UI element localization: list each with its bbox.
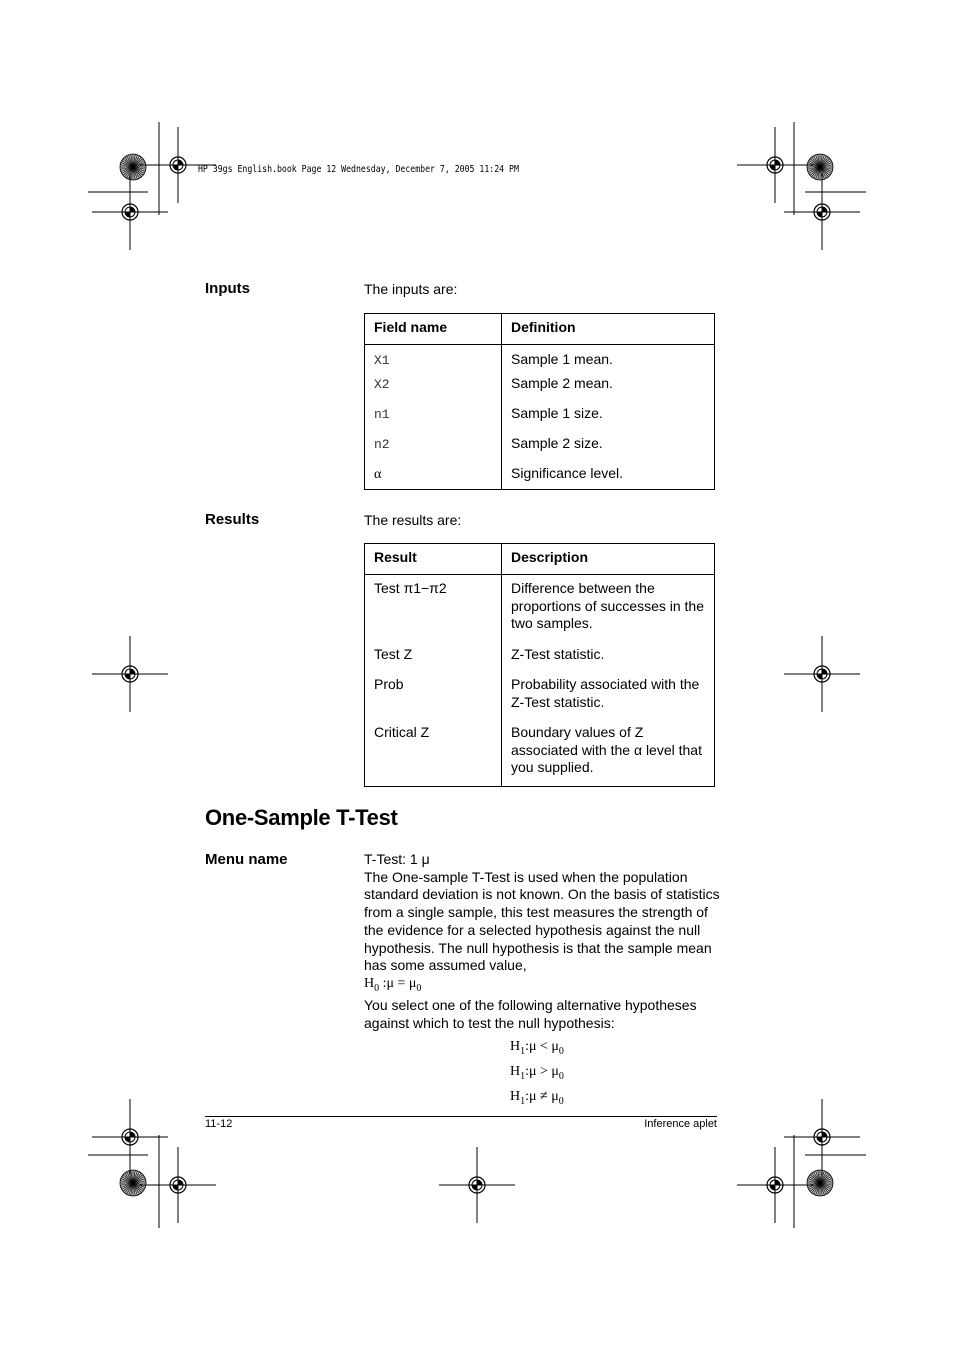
crosshair-mark: [140, 1147, 216, 1223]
table-row: [365, 676, 715, 724]
table-row: [365, 375, 715, 405]
crosshair-mark: [92, 636, 168, 712]
result-name: Critical Z: [365, 724, 502, 787]
field-name: n2: [374, 437, 390, 452]
result-description: Probability associated with the Z-Test statistic.: [511, 676, 700, 710]
field-definition: Sample 2 mean.: [511, 375, 613, 391]
section-paragraph-2: You select one of the following alternative hypotheses against which to test the null hypothesis:: [364, 997, 697, 1032]
table-row: [365, 435, 715, 465]
chapter-title: Inference aplet: [644, 1118, 717, 1130]
section-paragraph: The One-sample T-Test is used when the population standard deviation is not known. On the basis of statistics from a single sample, this test measures the strength of the evidence for a selected hypothesis against the null hypothesis. The null hypothesis is that the sample mean has some assumed value,: [364, 868, 720, 974]
starburst-mark: [807, 1170, 833, 1196]
inputs-intro: The inputs are:: [364, 281, 458, 297]
inputs-table: [364, 313, 715, 490]
crosshair-mark: [784, 636, 860, 712]
inputs-label: Inputs: [205, 280, 250, 297]
menu-name-value: T-Test: 1 μ: [364, 851, 430, 867]
inputs-col-field: Field name: [365, 314, 502, 345]
alt-hypothesis-not-equal: $H_1:\mu \ne \mu_0$: [510, 1089, 564, 1107]
table-row: [365, 345, 715, 376]
section-title: One-Sample T-Test: [205, 805, 398, 830]
table-row: [365, 405, 715, 435]
results-col-result: Result: [365, 544, 502, 575]
crosshair-mark: [784, 174, 860, 250]
menu-name-label: Menu name: [205, 851, 288, 868]
starburst-mark: [120, 1170, 146, 1196]
starburst-mark: [807, 154, 833, 180]
field-name: X1: [374, 353, 390, 368]
section-body: [364, 851, 724, 1033]
table-row: [365, 575, 715, 647]
results-col-description: Description: [502, 544, 715, 575]
result-name: Test π1−π2: [365, 575, 502, 647]
book-slug-header: HP 39gs English.book Page 12 Wednesday, December 7, 2005 11:24 PM: [198, 164, 519, 175]
page-number: 11-12: [205, 1118, 233, 1130]
table-row: [365, 646, 715, 676]
alt-hypothesis-less: $H_1:\mu < \mu_0$: [510, 1039, 564, 1057]
result-name: Prob: [365, 676, 502, 724]
crosshair-mark: [784, 1099, 860, 1175]
footer-rule: [205, 1116, 717, 1117]
starburst-mark: [120, 154, 146, 180]
result-name: Test Z: [365, 646, 502, 676]
field-name: α: [374, 467, 382, 482]
result-description: Boundary values of Z associated with the α level that you supplied.: [511, 724, 702, 776]
results-table: [364, 543, 715, 787]
field-definition: Sample 2 size.: [511, 435, 603, 451]
alt-hypothesis-greater: $H_1:\mu > \mu_0$: [510, 1064, 564, 1082]
result-description: Z-Test statistic.: [511, 646, 605, 662]
crosshair-mark: [92, 1099, 168, 1175]
crosshair-mark: [737, 1147, 813, 1223]
field-definition: Significance level.: [511, 465, 624, 481]
crosshair-mark: [737, 127, 813, 203]
table-row: [365, 465, 715, 490]
crosshair-mark: [92, 174, 168, 250]
result-description: Difference between the proportions of successes in the two samples.: [511, 580, 704, 632]
field-definition: Sample 1 mean.: [511, 351, 613, 367]
crosshair-mark: [439, 1147, 515, 1223]
results-label: Results: [205, 511, 260, 528]
field-name: n1: [374, 407, 390, 422]
field-definition: Sample 1 size.: [511, 405, 603, 421]
field-name: X2: [374, 377, 390, 392]
table-row: [365, 724, 715, 787]
null-hypothesis: $H_0$ :μ = $\mu_0$: [364, 975, 422, 994]
results-intro: The results are:: [364, 512, 462, 528]
inputs-col-definition: Definition: [502, 314, 715, 345]
